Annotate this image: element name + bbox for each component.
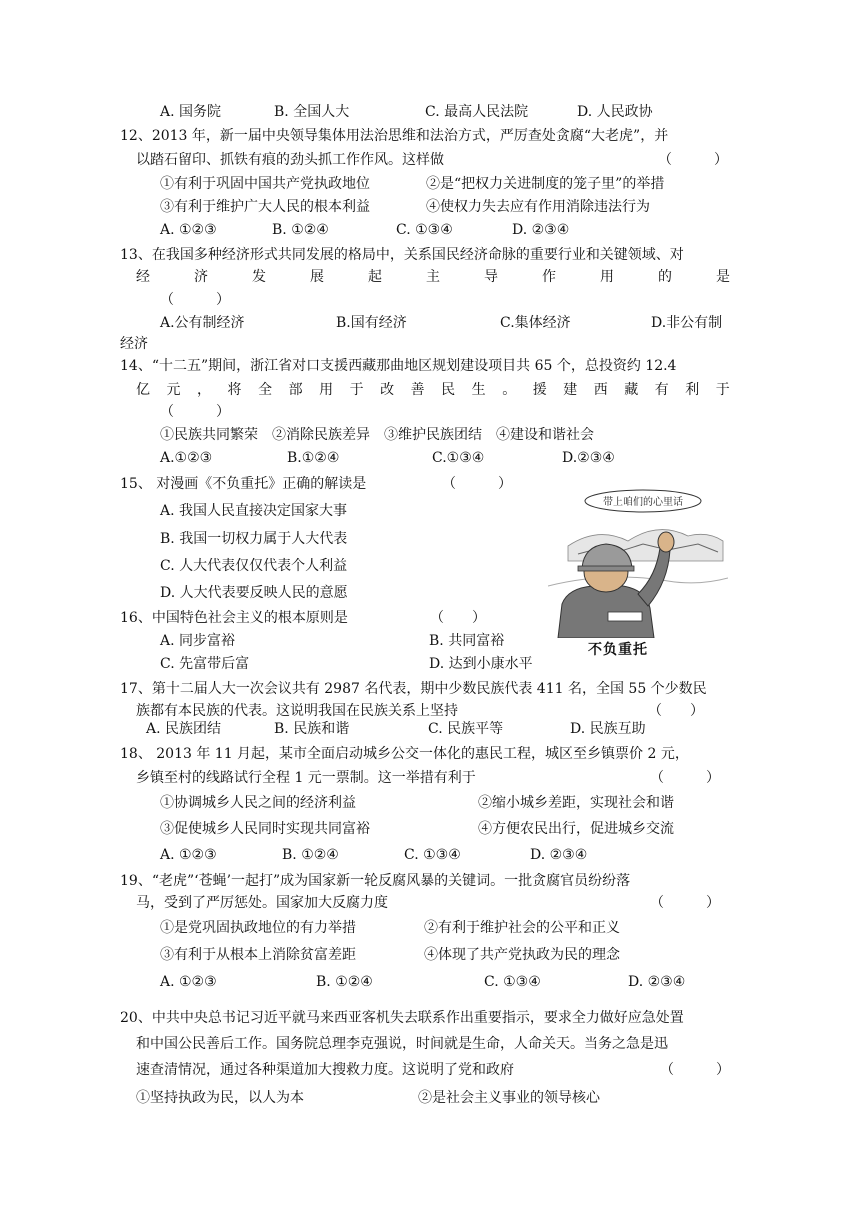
q14-word: 将 <box>227 382 242 398</box>
q13-stem-line1: 13、在我国多种经济形式共同发展的格局中，关系国民经济命脉的重要行业和关键领域、对 <box>120 247 684 263</box>
q13-option-a[interactable]: A.公有制经济 <box>160 315 245 331</box>
q14-word: 于 <box>715 382 730 398</box>
q14-option-c[interactable]: C.①③④ <box>432 450 485 466</box>
q11-options <box>160 102 700 122</box>
q12-answer-paren[interactable]: （ ） <box>658 152 728 168</box>
q18-option-b[interactable]: B. ①②④ <box>282 847 339 863</box>
q20-answer-paren[interactable]: （ ） <box>660 1062 730 1078</box>
q12-statement-2: ②是“把权力关进制度的笼子里”的举措 <box>426 176 665 192</box>
q19-answer-paren[interactable]: （ ） <box>650 895 720 911</box>
q18-statement-2: ②缩小城乡差距，实现社会和谐 <box>478 795 674 811</box>
q18-option-a[interactable]: A. ①②③ <box>160 847 217 863</box>
q18-answer-paren[interactable]: （ ） <box>650 770 720 786</box>
q13-stem-line2 <box>136 267 730 287</box>
q14-word: 。 <box>502 382 517 398</box>
q19-options <box>160 972 730 992</box>
q15-option-c[interactable]: C. 人大代表仅仅代表个人利益 <box>160 558 348 574</box>
q14-answer-paren[interactable]: （ ） <box>160 404 230 420</box>
q14-word: 于 <box>349 382 364 398</box>
q14-word: 民 <box>441 382 456 398</box>
q14-stem-line2 <box>136 380 730 400</box>
q14-word: 建 <box>563 382 578 398</box>
q14-word: 亿 <box>136 382 150 398</box>
cartoon-banner-text: 带上咱们的心里话 <box>603 497 683 508</box>
q13-word: 用 <box>600 269 614 285</box>
q18-statement-4: ④方便农民出行，促进城乡交流 <box>478 821 674 837</box>
q18-stem-line1: 18、 2013 年 11 月起，某市全面启动城乡公交一体化的惠民工程，城区至乡镇票价 2 元， <box>120 746 689 762</box>
q13-option-d-wrap: 经济 <box>120 336 148 352</box>
q14-word: 全 <box>258 382 273 398</box>
q12-statement-1: ①有利于巩固中国共产党执政地位 <box>160 176 370 192</box>
q12-option-c[interactable]: C. ①③④ <box>396 222 453 238</box>
q16-stem: 16、中国特色社会主义的根本原则是 <box>120 610 348 626</box>
q14-option-b[interactable]: B.①②④ <box>287 450 340 466</box>
q19-option-b[interactable]: B. ①②④ <box>316 974 373 990</box>
q12-stem-line1: 12、2013 年，新一届中央领导集体用法治思维和法治方式，严厉查处贪腐“大老虎”，并 <box>120 128 669 144</box>
q13-word: 发 <box>252 269 266 285</box>
q18-statement-1: ①协调城乡人民之间的经济利益 <box>160 795 356 811</box>
q14-stem-line1: 14、“十二五”期间，浙江省对口支援西藏那曲地区规划建设项目共 65 个，总投资约 12.4 <box>120 358 677 374</box>
q12-statement-3: ③有利于维护广大人民的根本利益 <box>160 199 370 215</box>
q17-option-b[interactable]: B. 民族和谐 <box>274 721 350 737</box>
cartoon-image <box>548 486 728 638</box>
q13-answer-paren[interactable]: （ ） <box>160 292 230 308</box>
q17-option-d[interactable]: D. 民族互助 <box>570 721 646 737</box>
q17-options <box>146 719 706 739</box>
q13-word: 济 <box>194 269 208 285</box>
q15-option-a[interactable]: A. 我国人民直接决定国家大事 <box>160 503 348 519</box>
q14-statements: ①民族共同繁荣 ②消除民族差异 ③维护民族团结 ④建设和谐社会 <box>160 427 594 443</box>
q14-options <box>160 448 720 468</box>
q14-word: 利 <box>685 382 700 398</box>
q14-word: 藏 <box>624 382 639 398</box>
q12-statement-4: ④使权力失去应有作用消除违法行为 <box>426 199 650 215</box>
q13-word: 主 <box>426 269 440 285</box>
q13-word: 导 <box>484 269 498 285</box>
q17-stem-line1: 17、第十二届人大一次会议共有 2987 名代表，期中少数民族代表 411 名，全国 55 个少数民 <box>120 681 707 697</box>
q18-option-d[interactable]: D. ②③④ <box>530 847 588 863</box>
q14-option-d[interactable]: D.②③④ <box>562 450 615 466</box>
q18-options <box>160 845 720 865</box>
q16-option-a[interactable]: A. 同步富裕 <box>160 633 236 649</box>
q18-option-c[interactable]: C. ①③④ <box>404 847 461 863</box>
q19-statement-3: ③有利于从根本上消除贫富差距 <box>160 947 356 963</box>
q11-option-b[interactable]: B. 全国人大 <box>274 104 350 120</box>
q19-statement-4: ④体现了共产党执政为民的理念 <box>424 947 620 963</box>
q14-word: 改 <box>380 382 395 398</box>
q14-word: 部 <box>288 382 303 398</box>
q14-option-a[interactable]: A.①②③ <box>160 450 213 466</box>
q12-option-a[interactable]: A. ①②③ <box>160 222 217 238</box>
q16-option-c[interactable]: C. 先富带后富 <box>160 656 250 672</box>
q19-option-c[interactable]: C. ①③④ <box>484 974 541 990</box>
q11-option-d[interactable]: D. 人民政协 <box>577 104 653 120</box>
q11-option-c[interactable]: C. 最高人民法院 <box>425 104 529 120</box>
q19-statement-1: ①是党巩固执政地位的有力举措 <box>160 920 356 936</box>
q19-option-a[interactable]: A. ①②③ <box>160 974 217 990</box>
q14-word: 善 <box>410 382 425 398</box>
q13-word: 展 <box>310 269 324 285</box>
q16-option-d[interactable]: D. 达到小康水平 <box>429 656 533 672</box>
cartoon-caption: 不负重托 <box>588 642 648 658</box>
q13-word: 作 <box>542 269 556 285</box>
q14-word: 有 <box>654 382 669 398</box>
q20-statement-1: ①坚持执政为民，以人为本 <box>136 1090 304 1106</box>
q14-word: 西 <box>593 382 608 398</box>
q20-stem-line3: 速查清情况，通过各种渠道加大搜救力度。这说明了党和政府 <box>136 1062 514 1078</box>
q20-stem-line2: 和中国公民善后工作。国务院总理李克强说，时间就是生命，人命关天。当务之急是迅 <box>136 1036 668 1052</box>
q16-option-b[interactable]: B. 共同富裕 <box>429 633 505 649</box>
q14-word: 元 <box>166 382 181 398</box>
cartoon-drawing <box>548 486 728 638</box>
q18-statement-3: ③促使城乡人民同时实现共同富裕 <box>160 821 370 837</box>
q14-word: ， <box>197 382 212 398</box>
q12-option-d[interactable]: D. ②③④ <box>512 222 570 238</box>
q20-stem-line1: 20、中共中央总书记习近平就马来西亚客机失去联系作出重要指示，要求全力做好应急处置 <box>120 1010 684 1026</box>
q20-statement-2: ②是社会主义事业的领导核心 <box>418 1090 600 1106</box>
q14-word: 援 <box>532 382 547 398</box>
q15-stem: 15、 对漫画《不负重托》正确的解读是 <box>120 476 367 492</box>
q16-answer-paren[interactable]: （ ） <box>430 610 486 626</box>
q13-word: 经 <box>136 269 150 285</box>
q18-stem-line2: 乡镇至村的线路试行全程 1 元一票制。这一举措有利于 <box>136 770 476 786</box>
q12-option-b[interactable]: B. ①②④ <box>272 222 329 238</box>
q17-stem-line2: 族都有本民族的代表。这说明我国在民族关系上坚持 <box>136 703 458 719</box>
q13-option-b[interactable]: B.国有经济 <box>336 315 407 331</box>
q14-word: 用 <box>319 382 334 398</box>
q13-option-c[interactable]: C.集体经济 <box>500 315 571 331</box>
q15-option-d[interactable]: D. 人大代表要反映人民的意愿 <box>160 585 348 601</box>
q13-option-d[interactable]: D.非公有制 <box>651 315 723 331</box>
q17-answer-paren[interactable]: （ ） <box>648 703 704 719</box>
q19-option-d[interactable]: D. ②③④ <box>628 974 686 990</box>
q12-options <box>160 220 720 240</box>
q19-stem-line1: 19、“老虎”‘苍蝇’一起打”成为国家新一轮反腐风暴的关键词。一批贪腐官员纷纷落 <box>120 873 631 889</box>
q13-word: 是 <box>716 269 730 285</box>
q17-option-a[interactable]: A. 民族团结 <box>146 721 222 737</box>
q15-answer-paren[interactable]: （ ） <box>442 476 512 492</box>
q11-option-a[interactable]: A. 国务院 <box>160 104 222 120</box>
q14-word: 生 <box>471 382 486 398</box>
q17-option-c[interactable]: C. 民族平等 <box>428 721 504 737</box>
q15-option-b[interactable]: B. 我国一切权力属于人大代表 <box>160 531 348 547</box>
q13-word: 的 <box>658 269 672 285</box>
q13-word: 起 <box>368 269 382 285</box>
q19-stem-line2: 马，受到了严厉惩处。国家加大反腐力度 <box>136 895 388 911</box>
q12-stem-line2: 以踏石留印、抓铁有痕的劲头抓工作作风。这样做 <box>136 152 444 168</box>
q19-statement-2: ②有利于维护社会的公平和正义 <box>424 920 620 936</box>
q13-options <box>160 313 740 333</box>
